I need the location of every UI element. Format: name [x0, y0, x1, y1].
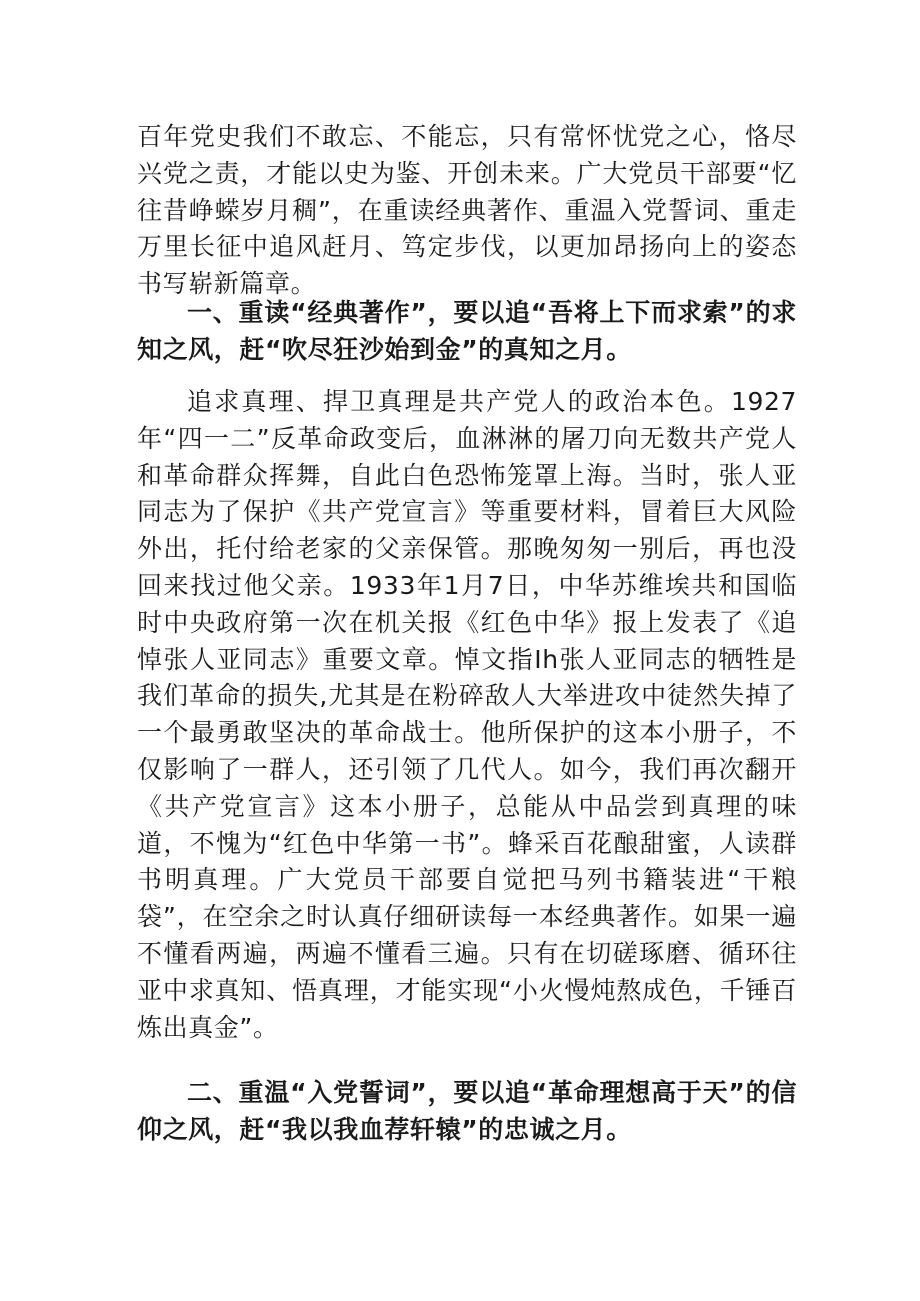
section-heading-two: 二、重温“入党誓词”，要以追“革命理想高于天”的信仰之风，赶“我以我血荐轩辕”的忠诚之月。: [137, 1078, 797, 1144]
section-heading-one: 一、重读“经典著作”，要以追“吾将上下而求索”的求知之风，赶“吹尽狂沙始到金”的真知之月。: [137, 298, 797, 364]
intro-paragraph: 百年党史我们不敢忘、不能忘，只有常怀忧党之心，恪尽兴党之责，才能以史为鉴、开创未来。广大党员干部要“忆往昔峥蝾岁月稠”，在重读经典著作、重温入党誓词、重走万里长征中追风赶月、笃定步伐，以更加昂扬向上的姿态书写崭新篇章。: [137, 122, 797, 299]
section-one-paragraph: 追求真理、捍卫真理是共产党人的政治本色。1927年“四一二”反革命政变后，血淋淋的屠刀向无数共产党人和革命群众挥舞，自此白色恐怖笼罩上海。当时，张人亚同志为了保护《共产党宣言》等重要材料，冒着巨大风险外出，托付给老家的父亲保管。那晚匆匆一别后，再也没回来找过他父亲。1933年1月7日，中华苏维埃共和国临时中央政府第一次在机关报《红色中华》报上发表了《追悼张人亚同志》重要文章。悼文指Ih张人亚同志的牺牲是我们革命的损失,尤其是在粉碎敌人大举进攻中徒然失掉了一个最勇敢坚决的革命战士。他所保护的这本小册子，不仅影响了一群人，还引领了几代人。如今，我们再次翻开《共产党宣言》这本小册子，总能从中品尝到真理的味道，不愧为“红色中华第一书”。蜂采百花酿甜蜜，人读群书明真理。广大党员干部要自觉把马列书籍装进“干粮袋”，在空余之时认真仔细研读每一本经典著作。如果一遍不懂看两遍，两遍不懂看三遍。只有在切磋琢磨、循环往亚中求真知、悟真理，才能实现“小火慢炖熬成色，千锤百炼出真金”。: [137, 387, 797, 1042]
